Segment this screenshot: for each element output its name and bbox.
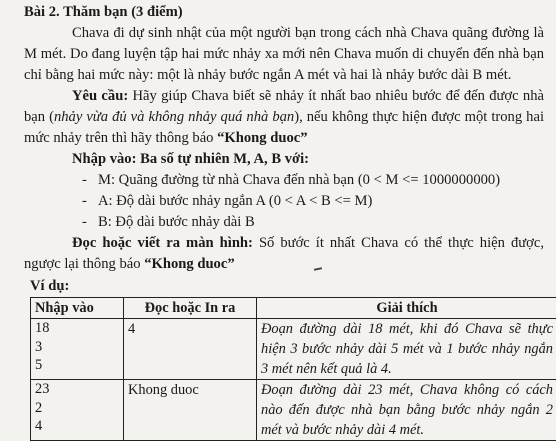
output-paragraph: [24, 233, 544, 275]
row-input-value: 4: [35, 417, 119, 436]
problem-title: Bài 2. Thăm bạn (3 điểm): [24, 2, 544, 23]
input-item-a: - A: Độ dài bước nhảy ngắn A (0 < A < B <= M): [82, 191, 544, 212]
input-item-b: - B: Độ dài bước nhảy dài B: [82, 212, 544, 233]
example-table: [30, 297, 556, 441]
requirement-quote: “Khong duoc”: [217, 130, 307, 146]
row-input-cell: [31, 319, 124, 380]
requirement-italic: nhảy vừa đủ và không nhảy quá nhà bạn: [54, 109, 294, 125]
requirement-text-2: ), nếu không thực hiện được một trong hai mức nhảy trên thì hãy thông báo: [24, 109, 544, 146]
row-input-value: 18: [35, 319, 119, 338]
row-explain-cell: Đoạn đường dài 18 mét, khi đó Chava sẽ thực hiện 3 bước nhảy dài 5 mét và 1 bước nhảy ngắn 3 mét nên kết quả là 4.: [257, 319, 556, 380]
requirement-paragraph: [24, 86, 544, 149]
row-input-cell: [31, 380, 124, 441]
example-title: Ví dụ:: [30, 276, 544, 297]
output-label: Đọc hoặc viết ra màn hình:: [72, 235, 253, 251]
input-list: [24, 170, 544, 233]
table-header-row: [31, 298, 556, 319]
header-input: Nhập vào: [31, 298, 124, 319]
header-output: Đọc hoặc In ra: [124, 298, 257, 319]
requirement-label: Yêu cầu:: [72, 88, 128, 104]
row-input-value: 5: [35, 356, 119, 375]
input-item-m: - M: Quãng đường từ nhà Chava đến nhà bạn (0 < M <= 1000000000): [82, 170, 544, 191]
row-output-cell: Khong duoc: [124, 380, 257, 441]
output-quote: “Khong duoc”: [144, 256, 234, 272]
problem-intro: Chava đi dự sinh nhật của một người bạn trong cách nhà Chava quãng đường là M mét. Do đang luyện tập hai mức nhảy xa mới nên Chava muốn di chuyển đến nhà bạn chỉ bằng hai mức này: một là nhảy bước ngắn A mét và hai là nhảy bước dài B mét.: [24, 23, 544, 86]
header-explain: Giải thích: [257, 298, 556, 319]
input-heading: Nhập vào: Ba số tự nhiên M, A, B với:: [72, 149, 544, 170]
row-output-cell: 4: [124, 319, 257, 380]
output-text: Số bước ít nhất Chava có thể thực hiện được, ngược lại thông báo: [24, 235, 544, 272]
row-input-value: 2: [35, 399, 119, 418]
requirement-text-1: Hãy giúp Chava biết sẽ nhảy ít nhất bao nhiêu bước để đến được nhà bạn (: [24, 88, 544, 125]
row-input-value: 23: [35, 380, 119, 399]
table-row: [31, 380, 556, 441]
row-input-value: 3: [35, 338, 119, 357]
row-explain-cell: Đoạn đường dài 23 mét, Chava không có cách nào đến được nhà bạn bằng bước nhảy ngắn 2 mét và bước nhảy dài 4 mét.: [257, 380, 556, 441]
table-row: [31, 319, 556, 380]
